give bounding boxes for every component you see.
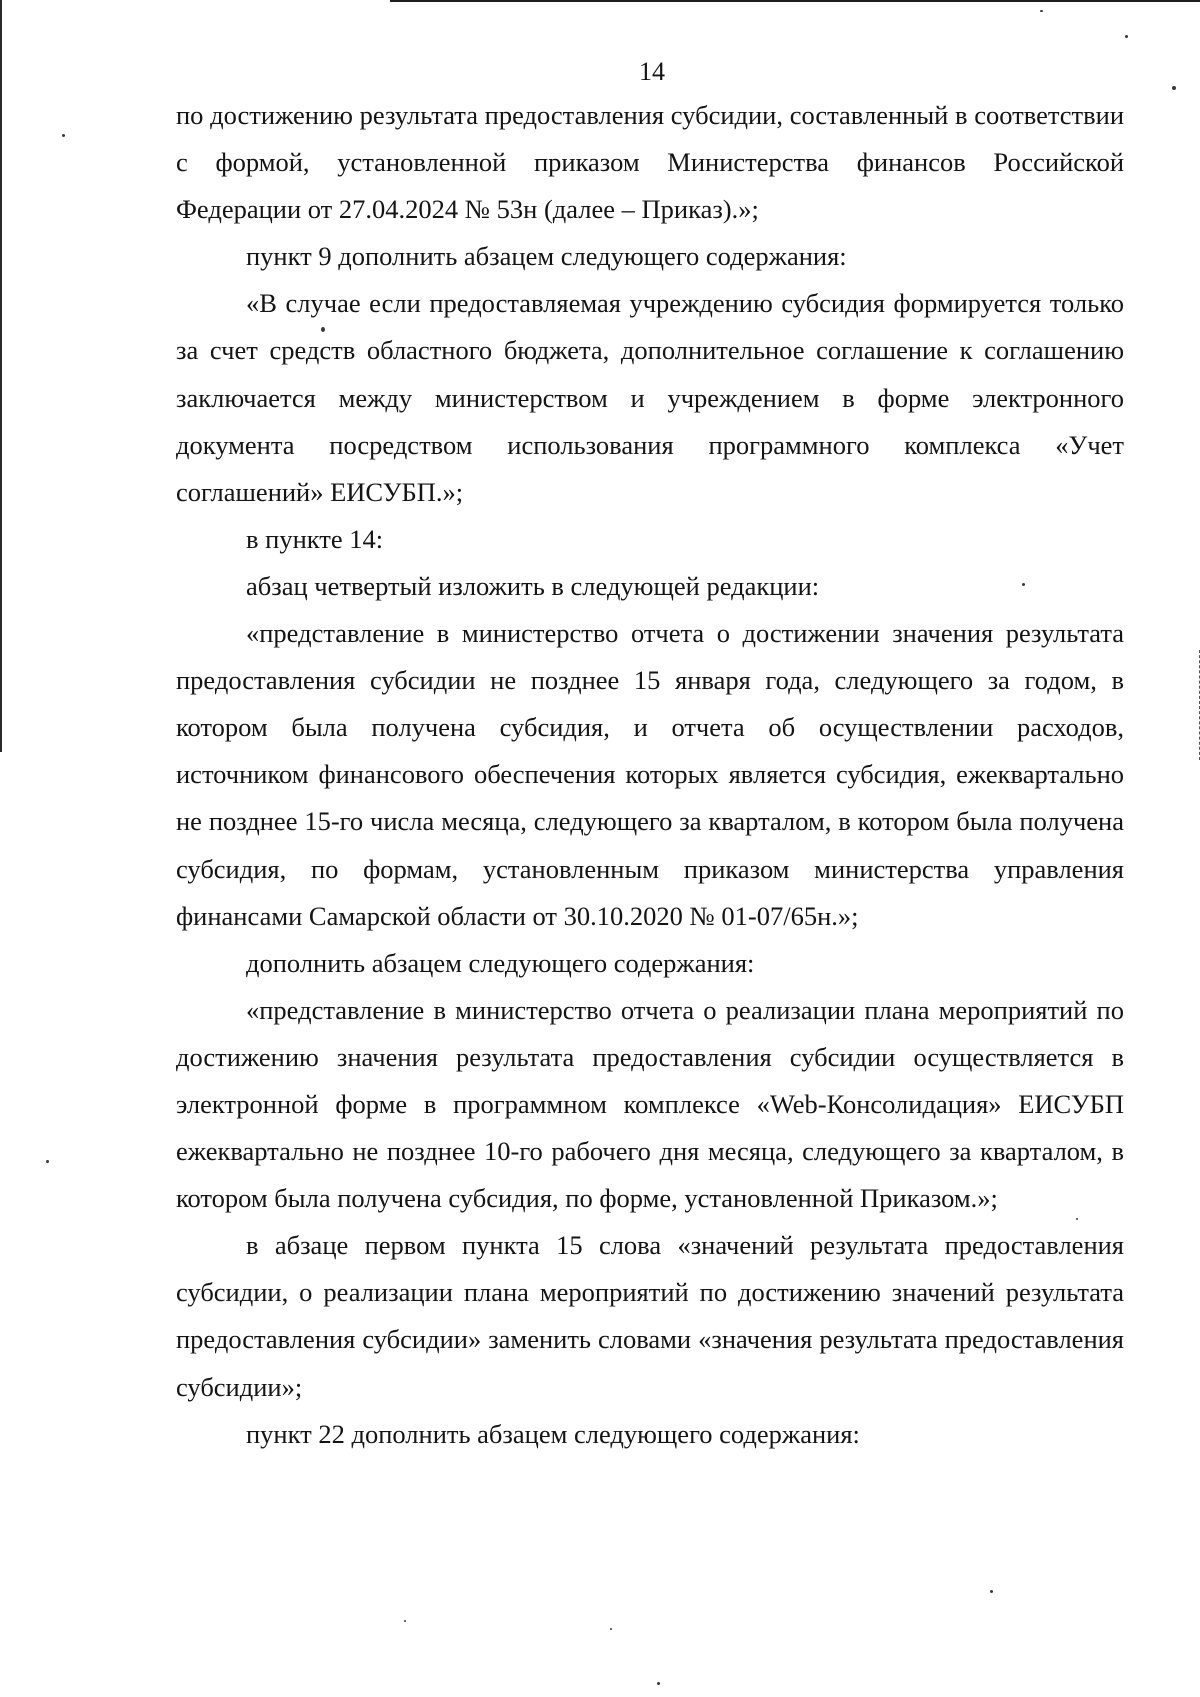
paragraph-continuation: по достижению результата предоставления субсидии, составленный в соответствии с формой, установленной приказом Министерства финансов Российской Федерации от 27.04.2024 № 53н (далее – Приказ).»;: [176, 100, 1124, 225]
paragraph-quote-agreement: «В случае если предоставляемая учреждению субсидия формируется только за счет средств областного бюджета, дополнительное соглашение к соглашению заключается между министерством и учреждением в форме электронного документа посредством использования программного комплекса «Учет соглашений» ЕИСУБП.»;: [176, 288, 1124, 507]
scan-speck: [1172, 86, 1176, 90]
scan-speck: [404, 1620, 406, 1622]
scan-speck: [321, 327, 325, 332]
scan-edge-left: [0, 0, 2, 752]
scan-speck: [1125, 35, 1128, 38]
document-body: [176, 92, 1124, 1458]
scan-speck: [1040, 10, 1043, 12]
scan-speck: [1076, 1218, 1078, 1220]
scan-speck: [46, 1160, 49, 1163]
paragraph-quote-report: «представление в министерство отчета о достижении значения результата предоставления субсидии не позднее 15 января года, следующего за годом, в котором была получена субсидия, и отчета об осуществлении расходов, источником финансового обеспечения которых является субсидия, ежеквартально не позднее 15-го числа месяца, следующего за кварталом, в котором была получена субсидия, по формам, установленным приказом министерства управления финансами Самарской области от 30.10.2020 № 01-07/65н.»;: [176, 618, 1124, 931]
scan-edge-top: [390, 0, 1200, 2]
scan-speck: [610, 1628, 612, 1630]
scan-speck: [62, 134, 65, 137]
paragraph-point-15: в абзаце первом пункта 15 слова «значений результата предоставления субсидии, о реализации плана мероприятий по достижению значений результата предоставления субсидии» заменить словами «значения результата предоставления субсидии»;: [176, 1230, 1124, 1402]
paragraph-point-9: пункт 9 дополнить абзацем следующего содержания:: [246, 241, 847, 272]
scan-speck: [990, 1590, 993, 1593]
paragraph-point-22: пункт 22 дополнить абзацем следующего содержания:: [246, 1418, 860, 1449]
paragraph-fourth-abzac: абзац четвертый изложить в следующей редакции:: [246, 570, 820, 601]
paragraph-point-14: в пункте 14:: [246, 523, 384, 554]
scan-speck: [1022, 583, 1025, 586]
page-number: 14: [639, 57, 665, 86]
paragraph-supplement: дополнить абзацем следующего содержания:: [246, 947, 755, 978]
scan-speck: [657, 1682, 660, 1685]
paragraph-quote-plan: «представление в министерство отчета о реализации плана мероприятий по достижению значения результата предоставления субсидии осуществляется в электронной форме в программном комплексе «Web-Консолидация» ЕИСУБП ежеквартально не позднее 10-го рабочего дня месяца, следующего за кварталом, в котором была получена субсидия, по форме, установленной Приказом.»;: [176, 994, 1124, 1214]
